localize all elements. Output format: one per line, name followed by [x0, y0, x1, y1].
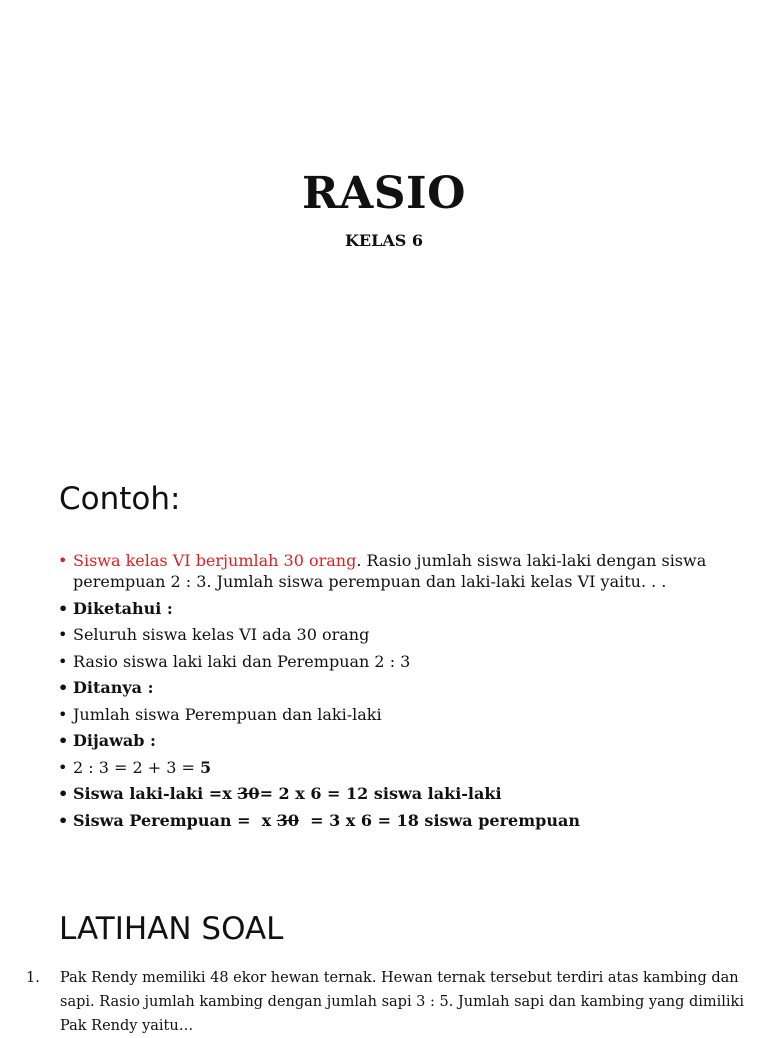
bullet-question: • Jumlah siswa Perempuan dan laki-laki — [58, 704, 718, 725]
bullet-ditanya: • Ditanya : — [58, 677, 718, 698]
item-text: Pak Rendy memiliki 48 ekor hewan ternak. Hewan ternak tersebut terdiri atas kambing dan sapi. Rasio jumlah kambing dengan jumlah sapi 3 : 5. Jumlah sapi dan kambing yang dimiliki Pak Rendy yaitu… — [60, 970, 744, 1034]
girls-suffix: = 3 x 6 = 18 siswa perempuan — [298, 810, 580, 830]
latihan-heading: LATIHAN SOAL — [59, 911, 284, 947]
bullet-intro — [58, 550, 718, 592]
contoh-heading: Contoh: — [59, 481, 181, 517]
bullet-girls — [58, 810, 718, 831]
page-subtitle: KELAS 6 — [344, 231, 424, 250]
item-number: 1. — [26, 970, 40, 986]
latihan-list — [26, 966, 746, 1038]
bullet-sum — [58, 757, 718, 778]
intro-text: . Rasio jumlah siswa laki-laki dengan siswa perempuan 2 : 3. Jumlah siswa perempuan dan laki-laki kelas VI yaitu. . . — [73, 551, 707, 591]
boys-strike: 30 — [237, 784, 260, 803]
girls-strike: 30 — [276, 810, 299, 830]
bullet-fact-1: • Seluruh siswa kelas VI ada 30 orang — [58, 624, 718, 645]
boys-prefix: Siswa laki-laki =x — [73, 784, 238, 803]
bullet-dijawab: • Dijawab : — [58, 730, 718, 751]
bullet-fact-2: • Rasio siswa laki laki dan Perempuan 2 : 3 — [58, 651, 718, 672]
boys-suffix: = 2 x 6 = 12 siswa laki-laki — [259, 784, 502, 803]
contoh-bullet-list — [58, 550, 718, 836]
sum-text: 2 : 3 = 2 + 3 = — [73, 757, 201, 777]
intro-highlight: Siswa kelas VI berjumlah 30 orang — [73, 551, 357, 570]
bullet-boys — [58, 783, 718, 804]
sum-result: 5 — [200, 757, 212, 777]
page-title: RASIO — [302, 168, 466, 219]
girls-prefix: Siswa Perempuan = x — [73, 810, 277, 830]
list-item — [26, 966, 746, 1038]
bullet-diketahui: • Diketahui : — [58, 598, 718, 619]
